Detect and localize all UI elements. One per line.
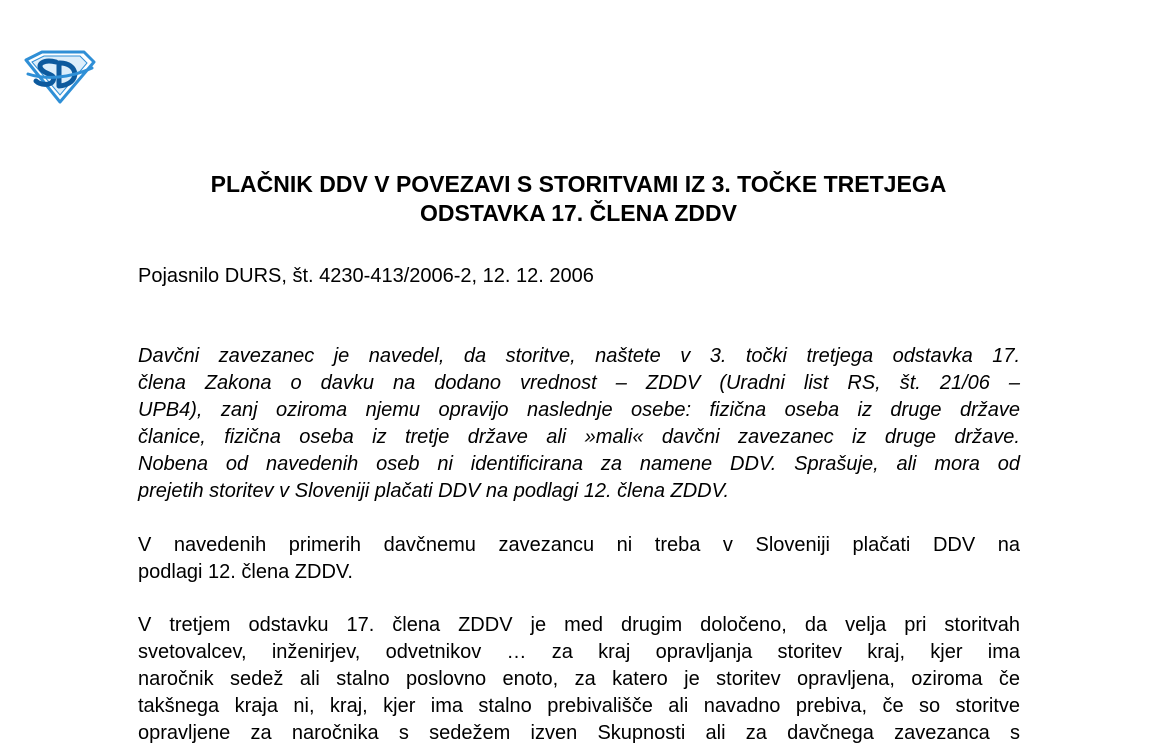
explanation-line: takšnega kraja ni, kraj, kjer ima stalno prebivališče ali navadno prebiva, če so storitve bbox=[138, 695, 1020, 717]
sd-logo bbox=[22, 50, 96, 104]
question-line: Nobena od navedenih oseb ni identificirana za namene DDV. Sprašuje, ali mora od bbox=[138, 453, 1020, 475]
explanation-line: opravljene za naročnika s sedežem izven Skupnosti ali za davčnega zavezanca s bbox=[138, 722, 1020, 744]
answer-line: V navedenih primerih davčnemu zavezancu ni treba v Sloveniji plačati DDV na bbox=[138, 534, 1020, 556]
question-line: UPB4), zanj oziroma njemu opravijo naslednje osebe: fizična oseba iz druge države bbox=[138, 399, 1020, 421]
question-line: člena Zakona o davku na dodano vrednost – ZDDV (Uradni list RS, št. 21/06 – bbox=[138, 372, 1020, 394]
document-reference: Pojasnilo DURS, št. 4230-413/2006-2, 12. 12. 2006 bbox=[138, 265, 594, 287]
title-line: PLAČNIK DDV V POVEZAVI S STORITVAMI IZ 3. TOČKE TRETJEGA bbox=[210, 171, 947, 197]
explanation-paragraph bbox=[138, 612, 1020, 747]
title-line: ODSTAVKA 17. ČLENA ZDDV bbox=[420, 200, 737, 226]
document-title bbox=[100, 170, 1057, 228]
question-paragraph bbox=[138, 343, 1020, 505]
question-line: članice, fizična oseba iz tretje države ali »mali« davčni zavezanec iz druge države. bbox=[138, 426, 1020, 448]
explanation-line: V tretjem odstavku 17. člena ZDDV je med drugim določeno, da velja pri storitvah bbox=[138, 614, 1020, 636]
answer-line: podlagi 12. člena ZDDV. bbox=[138, 561, 353, 583]
question-line: prejetih storitev v Sloveniji plačati DDV na podlagi 12. člena ZDDV. bbox=[138, 480, 730, 502]
answer-paragraph bbox=[138, 532, 1020, 586]
question-line: Davčni zavezanec je navedel, da storitve, naštete v 3. točki tretjega odstavka 17. bbox=[138, 345, 1020, 367]
explanation-line: naročnik sedež ali stalno poslovno enoto, za katero je storitev opravljena, oziroma če bbox=[138, 668, 1020, 690]
explanation-line: svetovalcev, inženirjev, odvetnikov … za kraj opravljanja storitev kraj, kjer ima bbox=[138, 641, 1020, 663]
